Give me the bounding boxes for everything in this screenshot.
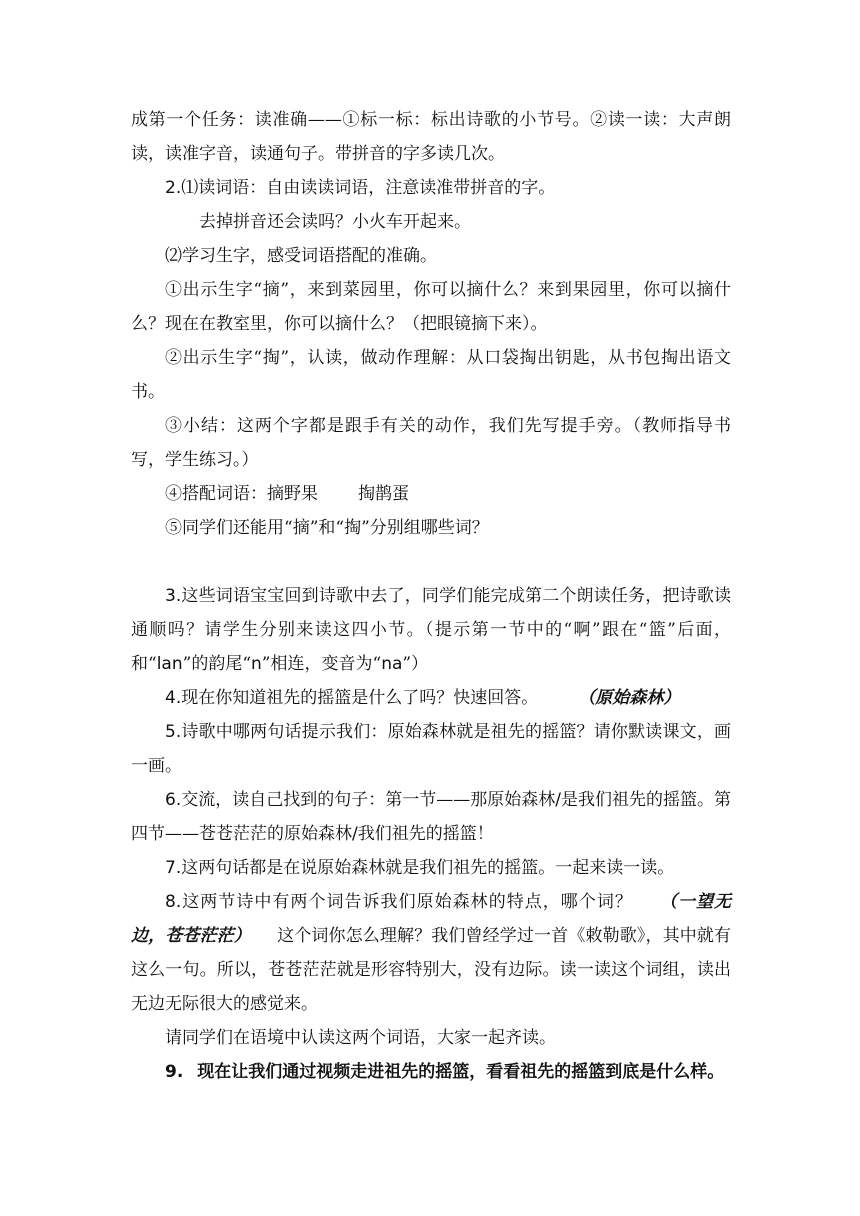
paragraph-word-pairs [131, 477, 731, 511]
step-text: 这些词语宝宝回到诗歌中去了，同学们能完成第二个朗读任务，把诗歌读通顺吗？请学生分别来读这四小节。（提示第一节中的“啊”跟在“篮”后面，和“ [131, 586, 731, 674]
paragraph-step-7 [131, 851, 731, 885]
step-text: 交流，读自己找到的句子：第一节——那原始森林 [181, 790, 556, 810]
step-text: 现在让我们通过视频走进祖先的摇篮，看看祖先的摇篮到底是什么样。 [197, 1062, 725, 1082]
paragraph-summary: ③小结：这两个字都是跟手有关的动作，我们先写提手旁。（教师指导书写，学生练习。） [131, 416, 731, 470]
paragraph-step-4 [131, 681, 731, 715]
paragraph-step-6 [131, 783, 731, 851]
step-text: 这两句话都是在说原始森林就是我们祖先的摇篮。一起来读一读。 [181, 858, 675, 878]
answer-text: （一望无边，苍苍茫茫） [131, 892, 732, 946]
pinyin-lan: lan [156, 654, 183, 674]
paragraph-step-2 [131, 171, 731, 205]
step-text: 诗歌中哪两句话提示我们：原始森林就是祖先的摇篮？请你默读课文，画一画。 [131, 722, 731, 776]
pinyin-n: n [251, 654, 262, 674]
step-text: 现在你知道祖先的摇篮是什么了吗？快速回答。 [181, 688, 539, 708]
word-pair-a: ④搭配词语：摘野果 [165, 484, 318, 504]
step-number: 3. [165, 586, 182, 606]
step-number: 6. [165, 790, 182, 810]
step-number: 9. [165, 1062, 184, 1082]
paragraph-task-one: 成第一个任务：读准确——①标一标：标出诗歌的小节号。②读一读：大声朗读，读准字音，读通句子。带拼音的字多读几次。 [131, 110, 731, 164]
step-number: 7. [165, 858, 182, 878]
step-number: 4. [165, 688, 182, 708]
blank-line [131, 545, 731, 579]
paragraph-group-words: ⑤同学们还能用“摘”和“掏”分别组哪些词？ [165, 518, 489, 538]
step-number: 5. [165, 722, 182, 742]
step-number: 2. [165, 178, 182, 198]
document-body [131, 103, 731, 1089]
paragraph-learn-chars: ⑵学习生字，感受词语搭配的准确。 [165, 246, 437, 266]
slash-mark: / [352, 824, 358, 844]
step-text-2: 是我们祖先的摇篮。第四节——苍苍茫茫的原始森林 [131, 790, 732, 844]
paragraph-char-zhai: ①出示生字“摘”，来到菜园里，你可以摘什么？来到果园里，你可以摘什么？现在在教室里，你可以摘什么？（把眼镜摘下来）。 [131, 280, 731, 334]
paragraph-step-8 [131, 885, 731, 1021]
slash-mark: / [555, 790, 561, 810]
step-text: 这两节诗中有两个词告诉我们原始森林的特点，哪个词？ [181, 892, 633, 912]
paragraph-step-3 [131, 579, 731, 681]
word-pair-b: 掏鹊蛋 [358, 484, 409, 504]
step-text-4: ”） [402, 654, 429, 674]
answer-text: （原始森林） [578, 688, 681, 708]
paragraph-step-9 [131, 1055, 731, 1089]
paragraph-step-5 [131, 715, 731, 783]
paragraph-read-together: 请同学们在语境中认读这两个词语，大家一起齐读。 [165, 1028, 556, 1048]
paragraph-char-tao: ②出示生字“掏”，认读，做动作理解：从口袋掏出钥匙，从书包掏出语文书。 [131, 348, 731, 402]
step-text: ⑴读词语：自由读读词语，注意读准带拼音的字。 [181, 178, 556, 198]
step-number: 8. [165, 892, 182, 912]
step-text-3: 我们祖先的摇篮！ [357, 824, 494, 844]
step-text-3: ”相连，变音为“ [261, 654, 382, 674]
step-text-2: ”的韵尾“ [182, 654, 252, 674]
step-text-2: 这个词你怎么理解？我们曾经学过一首《敕勒歌》，其中就有这么一句。所以，苍苍茫茫就是形容特别大，没有边际。读一读这个词组，读出无边无际很大的感觉来。 [131, 926, 732, 1014]
paragraph-remove-pinyin: 去掉拼音还会读吗？小火车开起来。 [199, 212, 471, 232]
pinyin-na: na [381, 654, 403, 674]
